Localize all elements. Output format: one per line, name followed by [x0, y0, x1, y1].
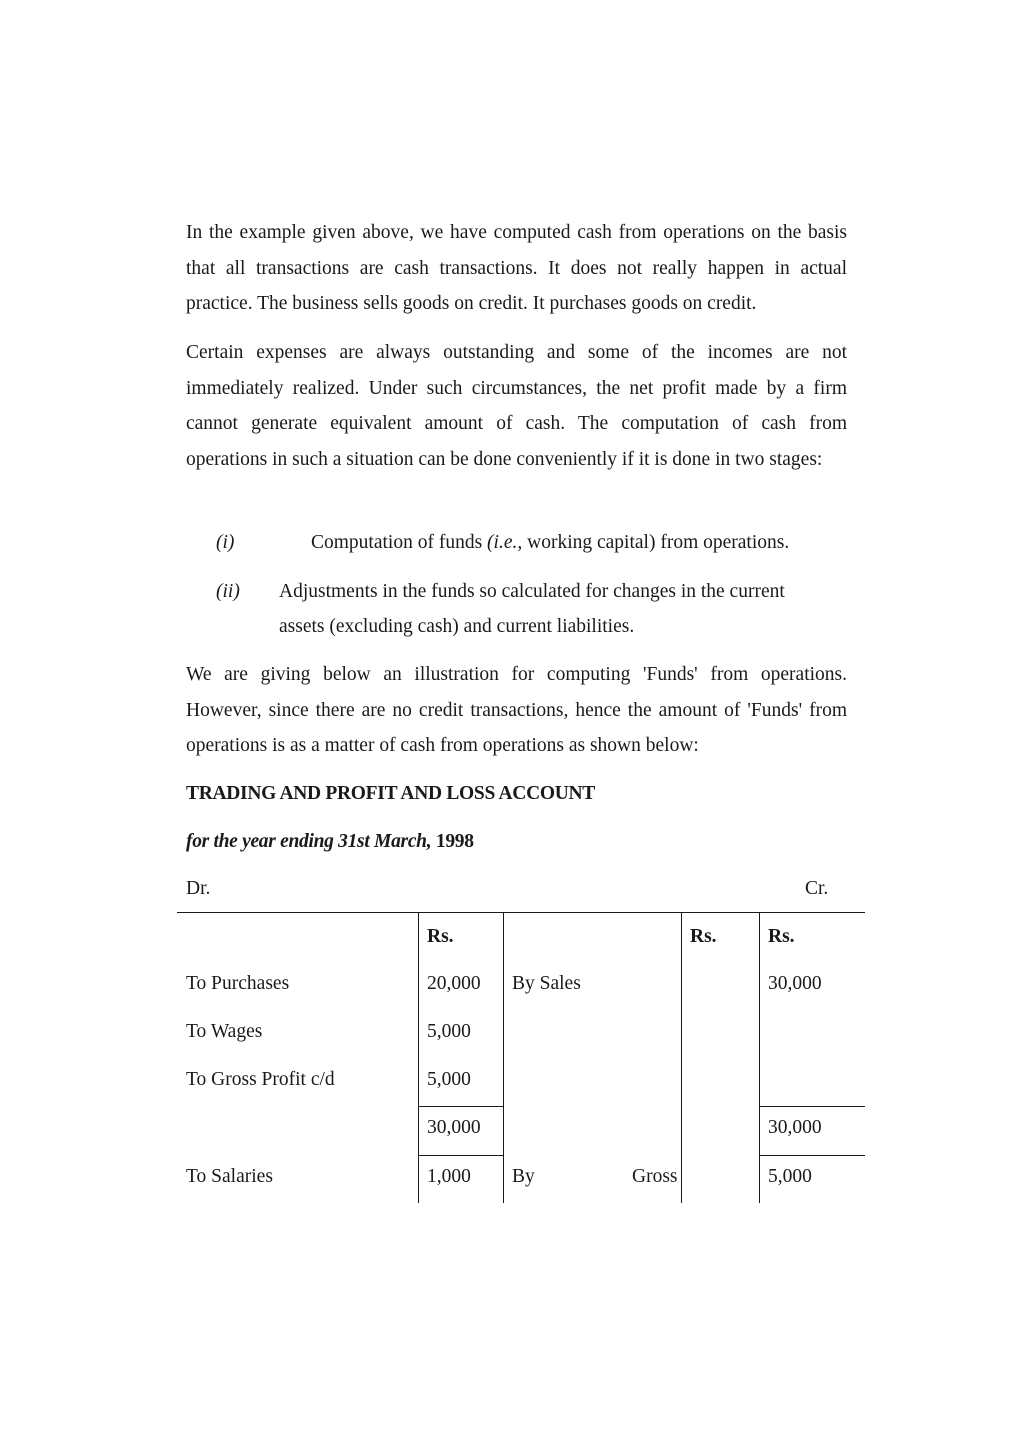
credit-particular-right: Gross: [632, 1166, 678, 1187]
paragraph-illustration: We are giving below an illustration for computing 'Funds' from operations. However, since there are no credit transactions, hence the amount of 'Funds' from operations is as a matter of cash from operations as shown below:: [186, 664, 847, 756]
account-subtitle: for the year ending 31st March, 1998: [186, 831, 474, 852]
paragraph-intro: In the example given above, we have computed cash from operations on the basis that all transactions are cash transactions. It does not really happen in actual practice. The business sells goods on credit. It purchases goods on credit.: [186, 222, 847, 314]
debit-particular: To Purchases: [186, 973, 290, 994]
credit-total: 30,000: [768, 1117, 822, 1138]
column-rule: [503, 912, 504, 1203]
list-text: Computation of funds (i.e., working capital) from operations.: [311, 532, 790, 553]
list-text: Adjustments in the funds so calculated for changes in the current assets (excluding cash) and current liabilities.: [279, 581, 785, 637]
list-number: (i): [216, 532, 235, 553]
credit-total-bottom-rule: [759, 1155, 865, 1156]
debit-particular: To Gross Profit c/d: [186, 1069, 335, 1090]
debit-label: Dr.: [186, 878, 211, 899]
account-title: TRADING AND PROFIT AND LOSS ACCOUNT: [186, 783, 595, 804]
column-rule: [418, 912, 419, 1203]
debit-amount: 20,000: [427, 973, 481, 994]
list-number: (ii): [216, 581, 240, 602]
debit-total-bottom-rule: [418, 1155, 503, 1156]
column-rule: [759, 912, 760, 1203]
debit-amount: 1,000: [427, 1166, 471, 1187]
credit-label: Cr.: [805, 878, 829, 899]
credit-total-top-rule: [759, 1106, 865, 1107]
credit-amount-header: Rs.: [768, 926, 795, 947]
credit-inner-amount-header: Rs.: [690, 926, 717, 947]
debit-total: 30,000: [427, 1117, 481, 1138]
list-item-stage-2: [186, 574, 847, 646]
table-top-rule: [177, 912, 865, 913]
debit-particular: To Salaries: [186, 1166, 273, 1187]
debit-amount-header: Rs.: [427, 926, 454, 947]
credit-particular-left: By: [512, 1166, 535, 1187]
column-rule: [681, 912, 682, 1203]
debit-particular: To Wages: [186, 1021, 263, 1042]
credit-particular: By Sales: [512, 973, 581, 994]
debit-amount: 5,000: [427, 1069, 471, 1090]
paragraph-circumstances: Certain expenses are always outstanding and some of the incomes are not immediately realized. Under such circumstances, the net profit made by a firm cannot generate equivalent amount of cash. The computation of cash from operations in such a situation can be done conveniently if it is done in two stages:: [186, 342, 847, 470]
debit-amount: 5,000: [427, 1021, 471, 1042]
credit-amount: 5,000: [768, 1166, 812, 1187]
credit-amount: 30,000: [768, 973, 822, 994]
debit-total-top-rule: [418, 1106, 503, 1107]
